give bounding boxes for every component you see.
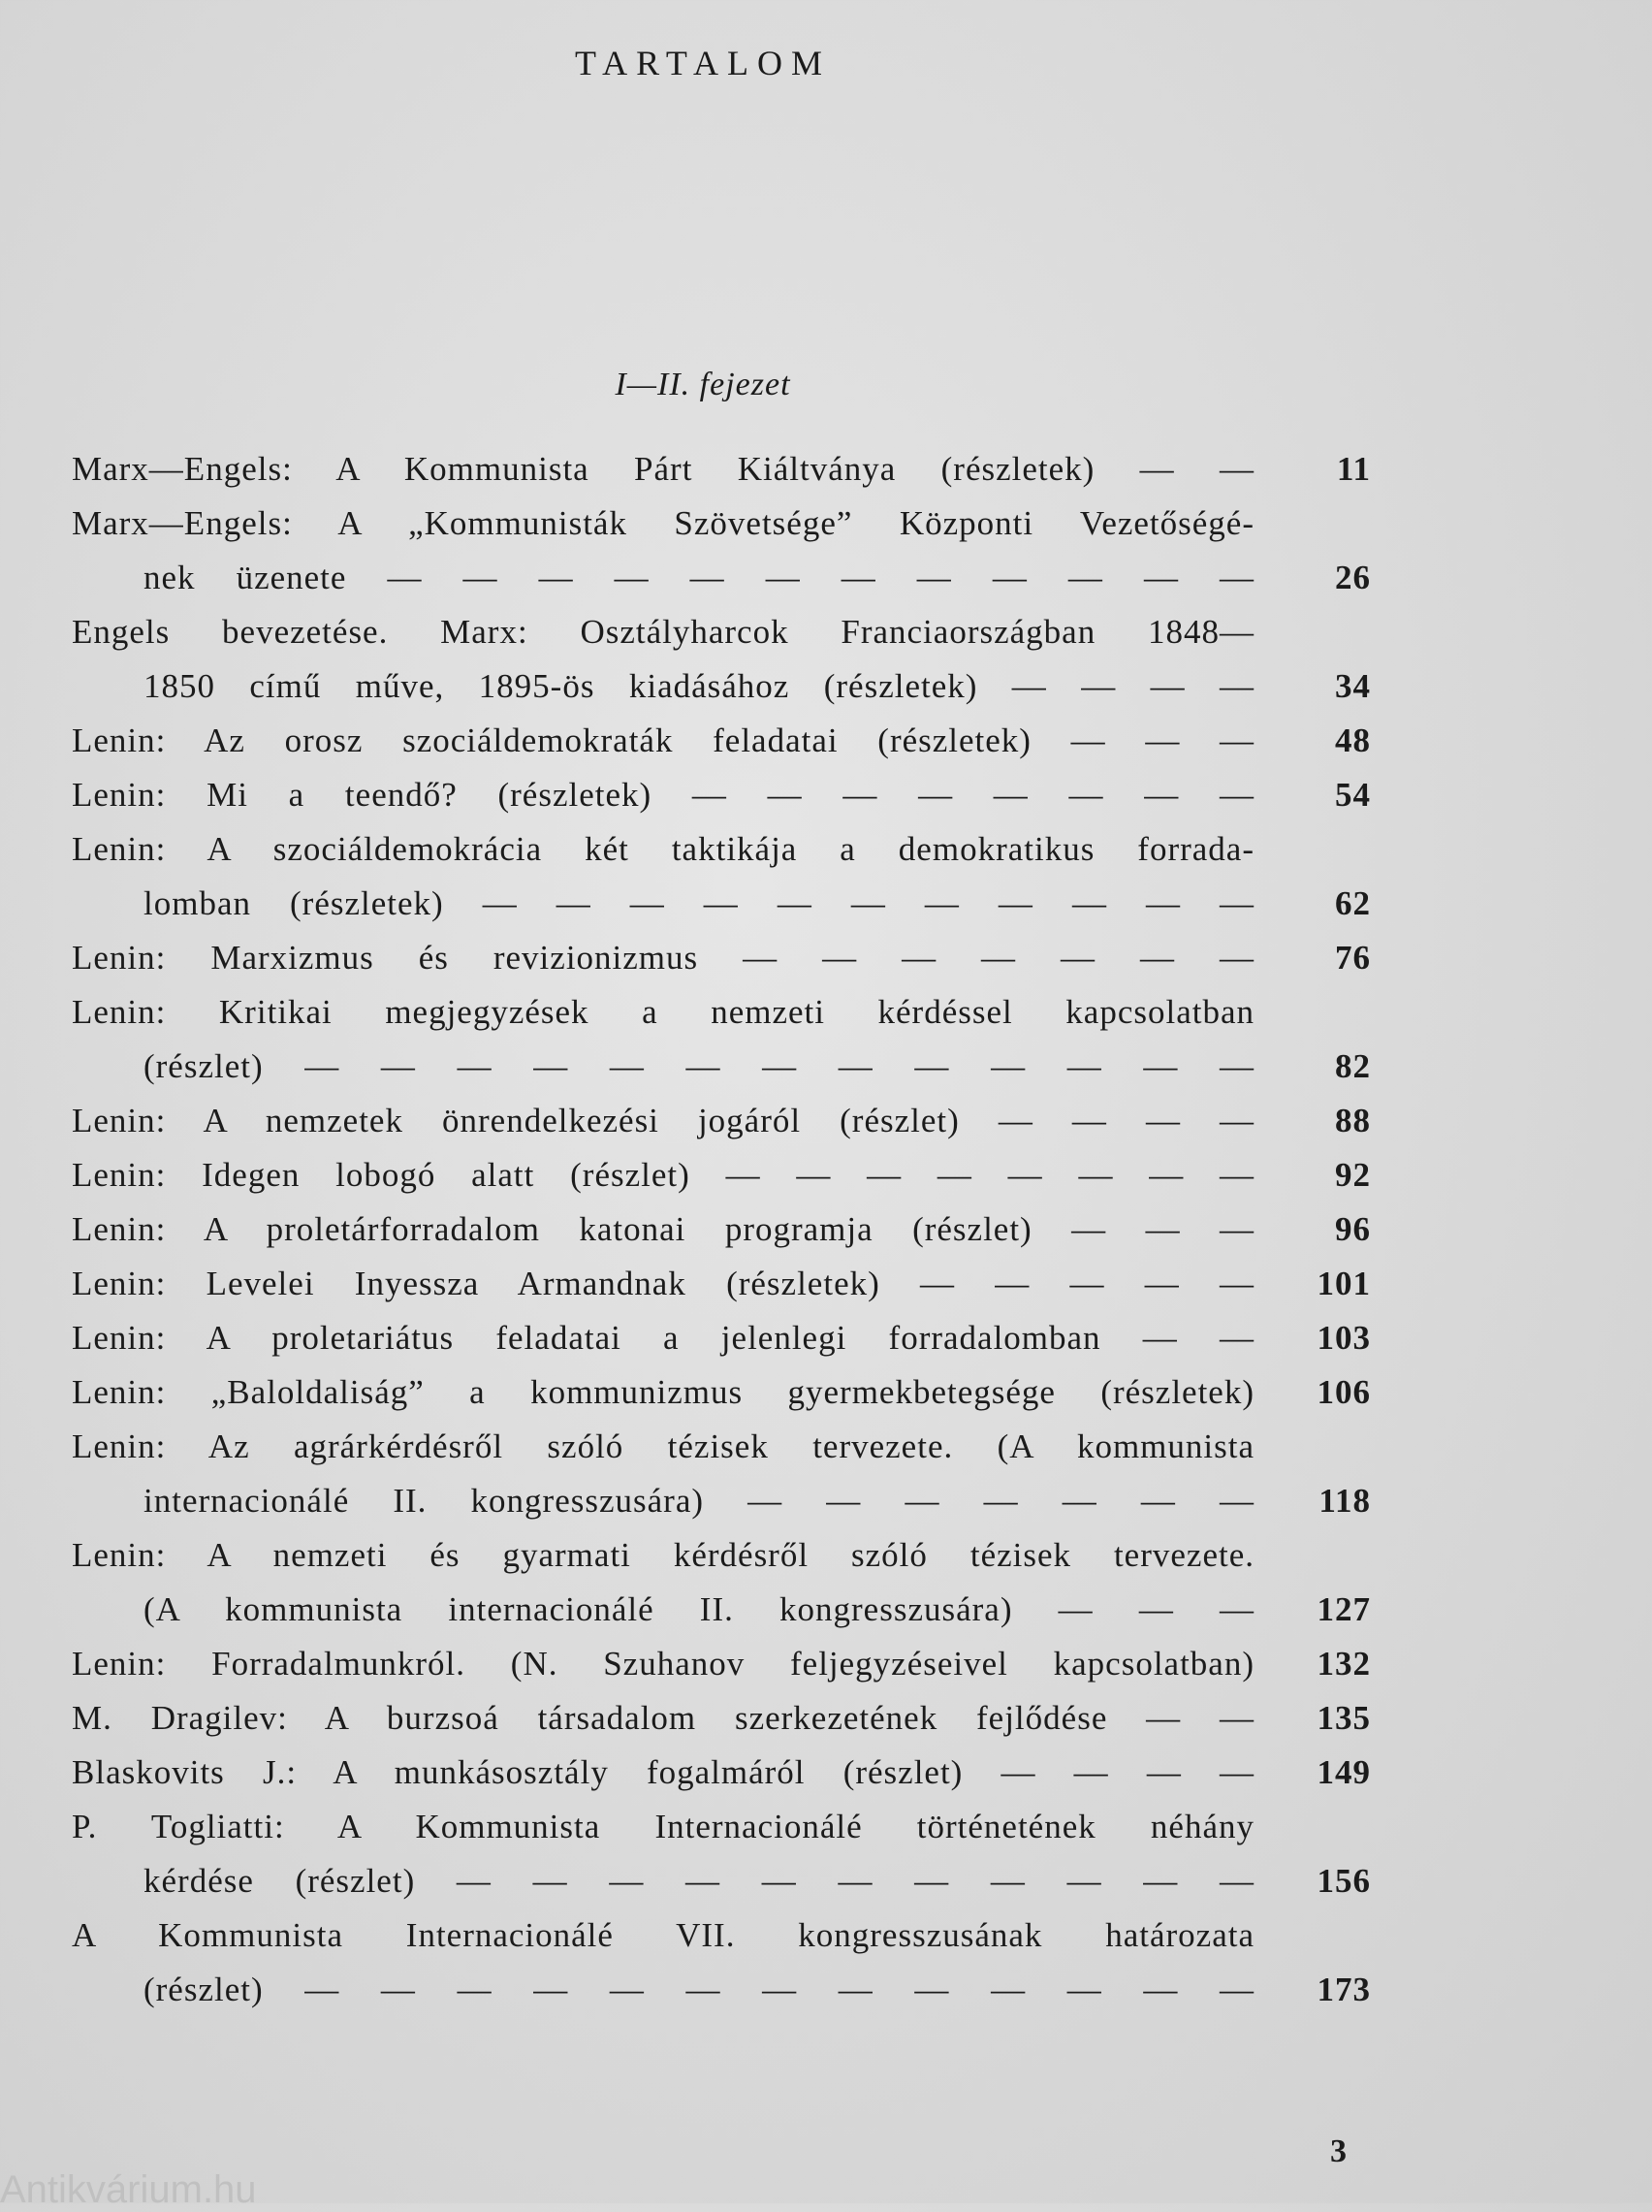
toc-entry-title [72, 1257, 1255, 1311]
toc-entry-title [72, 985, 1255, 1094]
toc-entry-page: 11 [1336, 450, 1371, 488]
toc-entry-page: 48 [1335, 721, 1371, 759]
toc-entry-page: 173 [1317, 1971, 1371, 2008]
toc-entry-line: M. Dragilev: A burzsoá társadalom szerkezetének fejlődése — — [72, 1699, 1255, 1737]
toc-entry [72, 1094, 1371, 1148]
toc-entry-line: Lenin: Levelei Inyessza Armandnak (részletek) — — — — — [72, 1265, 1255, 1302]
toc-entry-line: Blaskovits J.: A munkásosztály fogalmáról (részlet) — — — — [72, 1753, 1255, 1791]
toc-entry [72, 768, 1371, 822]
toc-entry [72, 714, 1371, 768]
toc-entry-page: 149 [1317, 1753, 1371, 1791]
toc-entry [72, 1420, 1371, 1528]
toc-entry-page: 82 [1335, 1047, 1371, 1085]
toc-entry-line: internacionálé II. kongresszusára) — — — — — — — [143, 1482, 1255, 1520]
toc-entry-title [72, 1746, 1255, 1800]
toc-entry [72, 985, 1371, 1094]
toc-entry [72, 1746, 1371, 1800]
toc-entry [72, 1202, 1371, 1257]
toc-entry-page: 118 [1318, 1482, 1371, 1520]
contents-heading: TARTALOM [574, 44, 832, 82]
toc-entry-page: 26 [1335, 559, 1371, 596]
toc-entry [72, 822, 1371, 931]
toc-entry-page: 88 [1335, 1102, 1371, 1139]
toc-entry-line: Lenin: A nemzeti és gyarmati kérdésről szóló tézisek tervezete. [72, 1536, 1255, 1574]
toc-entry-title [72, 442, 1255, 497]
toc-entry [72, 1691, 1371, 1746]
toc-entry-line: Lenin: „Baloldaliság” a kommunizmus gyermekbetegsége (részletek) [72, 1373, 1255, 1411]
toc-entry [72, 1311, 1371, 1365]
toc-entry [72, 1528, 1371, 1637]
table-of-contents [72, 442, 1371, 2017]
toc-entry-page: 54 [1335, 776, 1371, 814]
toc-entry-line: P. Togliatti: A Kommunista Internacionálé történetének néhány [72, 1808, 1255, 1845]
toc-entry [72, 1908, 1371, 2017]
toc-entry-line: A Kommunista Internacionálé VII. kongresszusának határozata [72, 1916, 1255, 1954]
toc-entry-line: Lenin: A proletariátus feladatai a jelenlegi forradalomban — — [72, 1319, 1255, 1357]
toc-entry-title [72, 931, 1255, 985]
toc-entry-line: 1850 című műve, 1895-ös kiadásához (részletek) — — — — [143, 667, 1255, 705]
toc-entry-line: Engels bevezetése. Marx: Osztályharcok Franciaországban 1848— [72, 613, 1255, 651]
toc-entry-line: Lenin: Forradalmunkról. (N. Szuhanov feljegyzéseivel kapcsolatban) [72, 1645, 1255, 1683]
toc-entry [72, 1800, 1371, 1908]
toc-entry-title [72, 1202, 1255, 1257]
toc-entry-line: Lenin: Idegen lobogó alatt (részlet) — — — — — — — — [72, 1156, 1255, 1194]
toc-entry [72, 1148, 1371, 1202]
toc-entry [72, 1365, 1371, 1420]
toc-entry-page: 127 [1317, 1590, 1371, 1628]
toc-entry-page: 106 [1317, 1373, 1371, 1411]
watermark-logo: Antikvárium.hu [0, 2168, 257, 2211]
toc-entry-title [72, 1148, 1255, 1202]
toc-entry-title [72, 1365, 1255, 1420]
toc-entry-page: 34 [1335, 667, 1371, 705]
toc-entry-line: Lenin: Az orosz szociáldemokraták feladatai (részletek) — — — [72, 721, 1255, 759]
toc-entry-page: 135 [1317, 1699, 1371, 1737]
toc-entry-page: 132 [1317, 1645, 1371, 1683]
toc-entry-page: 101 [1317, 1265, 1371, 1302]
toc-entry-title [72, 714, 1255, 768]
toc-entry-line: kérdése (részlet) — — — — — — — — — — — [143, 1862, 1255, 1900]
toc-entry-title [72, 497, 1255, 605]
toc-entry-line: Lenin: Marxizmus és revizionizmus — — — — — — — [72, 939, 1255, 977]
toc-entry-page: 96 [1335, 1210, 1371, 1248]
toc-entry-line: (részlet) — — — — — — — — — — — — — [143, 1971, 1255, 2008]
toc-entry-line: Marx—Engels: A Kommunista Párt Kiáltványa (részletek) — — [72, 450, 1255, 488]
toc-entry-line: (részlet) — — — — — — — — — — — — — [143, 1047, 1255, 1085]
toc-entry-line: Lenin: Kritikai megjegyzések a nemzeti kérdéssel kapcsolatban [72, 993, 1255, 1031]
toc-entry-page: 76 [1335, 939, 1371, 977]
toc-entry-line: Marx—Engels: A „Kommunisták Szövetsége” Központi Vezetőségé- [72, 504, 1255, 542]
chapter-heading: I—II. fejezet [615, 367, 791, 402]
toc-entry-line: Lenin: A szociáldemokrácia két taktikája a demokratikus forrada- [72, 830, 1255, 868]
toc-entry-line: lomban (részletek) — — — — — — — — — — — [143, 884, 1255, 922]
toc-entry-title [72, 1691, 1255, 1746]
toc-entry-page: 156 [1317, 1862, 1371, 1900]
toc-entry-title [72, 1800, 1255, 1908]
toc-entry [72, 497, 1371, 605]
toc-entry-title [72, 1094, 1255, 1148]
toc-entry-title [72, 768, 1255, 822]
toc-entry-title [72, 605, 1255, 714]
toc-entry [72, 931, 1371, 985]
toc-entry-line: Lenin: Mi a teendő? (részletek) — — — — — — — — [72, 776, 1255, 814]
toc-entry [72, 442, 1371, 497]
toc-entry-page: 103 [1317, 1319, 1371, 1357]
toc-entry-line: nek üzenete — — — — — — — — — — — — [143, 559, 1255, 596]
toc-entry-line: Lenin: A nemzetek önrendelkezési jogáról (részlet) — — — — [72, 1102, 1255, 1139]
toc-entry-title [72, 822, 1255, 931]
toc-entry [72, 1637, 1371, 1691]
toc-entry-title [72, 1311, 1255, 1365]
toc-entry-title [72, 1637, 1255, 1691]
toc-entry-title [72, 1528, 1255, 1637]
toc-entry-title [72, 1908, 1255, 2017]
toc-entry-line: Lenin: A proletárforradalom katonai programja (részlet) — — — [72, 1210, 1255, 1248]
toc-entry-title [72, 1420, 1255, 1528]
toc-entry-page: 92 [1335, 1156, 1371, 1194]
toc-entry-line: (A kommunista internacionálé II. kongresszusára) — — — [143, 1590, 1255, 1628]
toc-entry [72, 605, 1371, 714]
page-number: 3 [1330, 2133, 1347, 2169]
toc-entry [72, 1257, 1371, 1311]
toc-entry-line: Lenin: Az agrárkérdésről szóló tézisek tervezete. (A kommunista [72, 1427, 1255, 1465]
toc-entry-page: 62 [1335, 884, 1371, 922]
